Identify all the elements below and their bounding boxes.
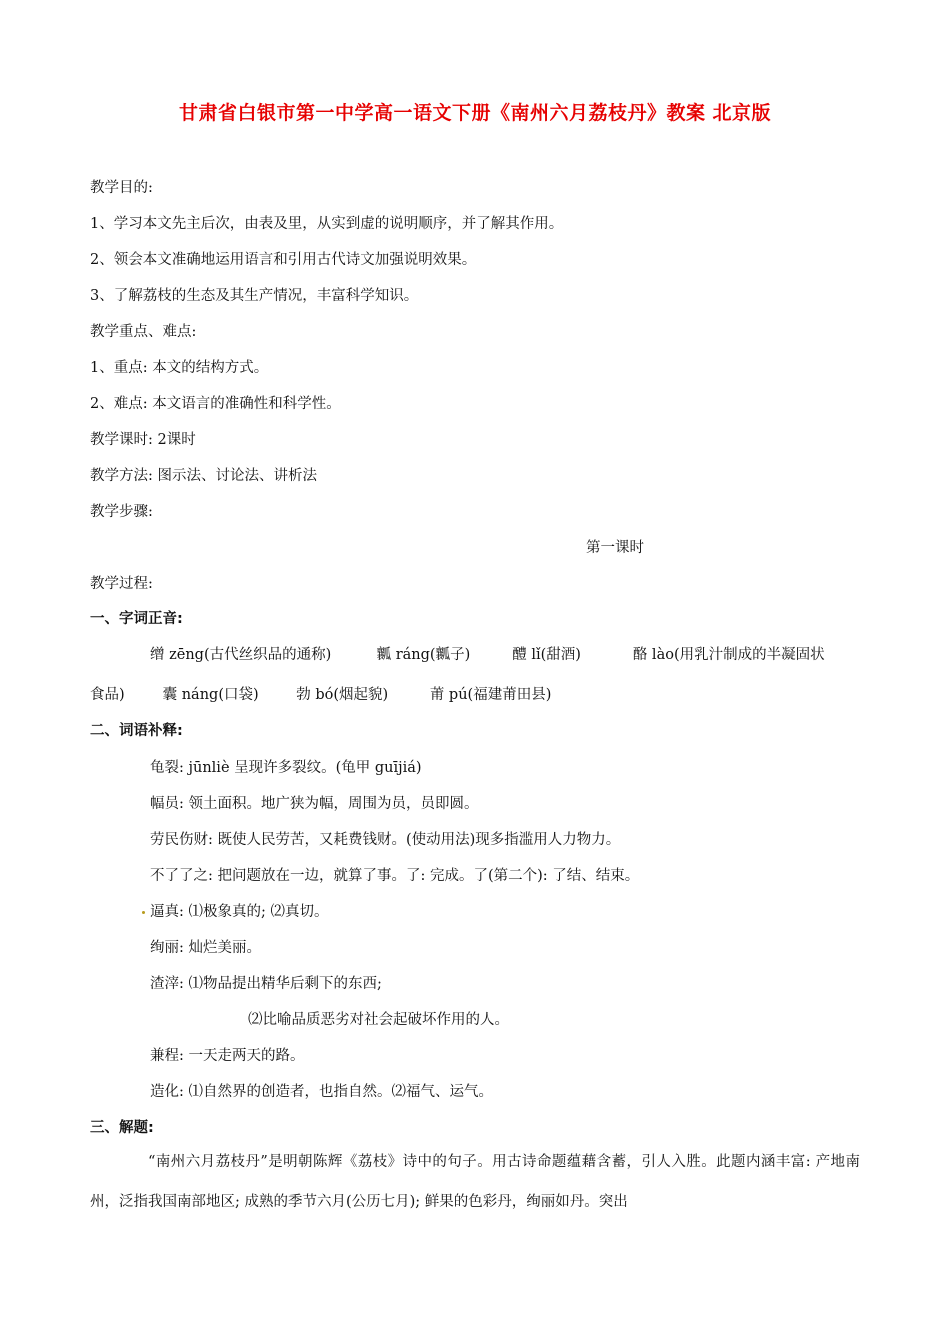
definition-item: 渣滓: ⑴物品提出精华后剩下的东西; (150, 976, 382, 992)
pronunciation-row (150, 643, 825, 664)
pronunciation-item: 勃 bó(烟起貌) (296, 687, 389, 703)
pronunciation-item: 醴 lǐ(甜酒) (512, 647, 581, 663)
steps-heading: 教学步骤: (90, 504, 153, 520)
key-points-heading: 教学重点、难点: (90, 324, 197, 340)
speck-mark (142, 911, 145, 914)
key-point-item: 1、重点: 本文的结构方式。 (90, 360, 269, 376)
pronunciation-row (90, 683, 551, 704)
teaching-hours: 教学课时: 2课时 (90, 432, 196, 448)
document-title: 甘肃省白银市第一中学高一语文下册《南州六月荔枝丹》教案 北京版 (178, 102, 772, 124)
section-3-paragraph: “南州六月荔枝丹”是明朝陈辉《荔枝》诗中的句子。用古诗命题蕴藉含蓄，引人入胜。此题内涵丰富: 产地南州，泛指我国南部地区; 成熟的季节六月(公历七月); 鲜果的色彩丹，绚丽如丹。突出 (90, 1154, 860, 1210)
definition-item: 造化: ⑴自然界的创造者，也指自然。⑵福气、运气。 (150, 1084, 493, 1100)
section-1-heading: 一、字词正音: (90, 611, 183, 627)
definition-item: 兼程: 一天走两天的路。 (150, 1048, 305, 1064)
teaching-methods: 教学方法: 图示法、讨论法、讲析法 (90, 468, 317, 484)
pronunciation-item: 缯 zēng(古代丝织品的通称) (150, 647, 332, 663)
definition-item: 不了了之: 把问题放在一边，就算了事。了: 完成。了(第二个): 了结、结束。 (150, 868, 640, 884)
lesson-label: 第一课时 (586, 540, 644, 556)
pronunciation-item: 囊 náng(口袋) (162, 687, 259, 703)
pronunciation-item: 食品) (90, 687, 125, 703)
section-2-heading: 二、词语补释: (90, 723, 183, 739)
pronunciation-item: 瓤 ráng(瓤子) (376, 647, 471, 663)
process-heading: 教学过程: (90, 576, 153, 592)
section-3-heading: 三、解题: (90, 1120, 154, 1136)
objective-item: 2、领会本文准确地运用语言和引用古代诗文加强说明效果。 (90, 252, 477, 268)
definition-item: 逼真: ⑴极象真的; ⑵真切。 (150, 904, 329, 920)
objective-item: 1、学习本文先主后次，由表及里，从实到虚的说明顺序，并了解其作用。 (90, 216, 564, 232)
definition-item: 劳民伤财: 既使人民劳苦，又耗费钱财。(使动用法)现多指滥用人力物力。 (150, 832, 621, 848)
pronunciation-item: 莆 pú(福建莆田县) (429, 687, 552, 703)
definition-item: 绚丽: 灿烂美丽。 (150, 940, 261, 956)
definition-item: 龟裂: jūnliè 呈现许多裂纹。(龟甲 guījiá) (150, 760, 422, 776)
objectives-heading: 教学目的: (90, 180, 153, 196)
definition-item: 幅员: 领土面积。地广狭为幅，周围为员，员即圆。 (150, 796, 479, 812)
key-point-item: 2、难点: 本文语言的准确性和科学性。 (90, 396, 341, 412)
objective-item: 3、了解荔枝的生态及其生产情况，丰富科学知识。 (90, 288, 419, 304)
pronunciation-item: 酪 lào(用乳汁制成的半凝固状 (632, 647, 825, 663)
definition-item: ⑵比喻品质恶劣对社会起破坏作用的人。 (248, 1012, 509, 1028)
